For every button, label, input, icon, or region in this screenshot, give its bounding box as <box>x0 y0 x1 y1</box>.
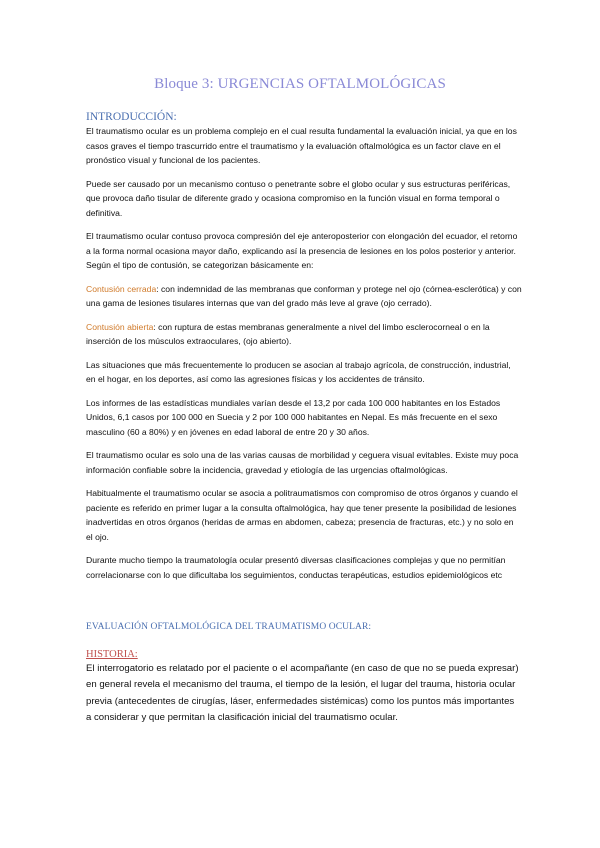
paragraph-contusion-cerrada <box>86 282 522 311</box>
paragraph-intro-3: El traumatismo ocular contuso provoca compresión del eje anteroposterior con elongación del ecuador, el retorno a la forma normal ocasiona mayor daño, explicando así la presencia de lesiones en los polos posterior y anterior. Según el tipo de contusión, se categorizan básicamente en: <box>86 231 518 270</box>
paragraph-contusion-abierta <box>86 320 522 349</box>
paragraph-historia-1: El interrogatorio es relatado por el paciente o el acompañante (en caso de que no se pueda expresar) en general revela el mecanismo del trauma, el tiempo de la lesión, el lugar del trauma, historia ocular previa (antecedentes de cirugías, láser, enfermedades sistémicas) como los puntos más importantes a considerar y que permitan la clasificación inicial del traumatismo ocular. <box>86 663 519 723</box>
contusion-cerrada-label: Contusión cerrada <box>86 283 157 294</box>
contusion-cerrada-text: : con indemnidad de las membranas que conforman y protege nel ojo (córnea-esclerótica) y con una gama de lesiones tisulares internas que van del grado más leve al grave (ojo cerrado). <box>86 283 522 308</box>
paragraph-intro-1: El traumatismo ocular es un problema complejo en el cual resulta fundamental la evaluación inicial, ya que en los casos graves el tiempo trascurrido entre el traumatismo y la evaluación oftalmológica es un factor clave en el pronóstico visual y funcional de los pacientes. <box>86 126 517 165</box>
document-body <box>86 111 522 735</box>
document-title: Bloque 3: URGENCIAS OFTALMOLÓGICAS <box>154 76 446 92</box>
spacer <box>86 591 522 621</box>
contusion-abierta-label: Contusión abierta <box>86 321 154 332</box>
paragraph-intro-6: El traumatismo ocular es solo una de las varias causas de morbilidad y ceguera visual evitables. Existe muy poca información confiable sobre la incidencia, gravedad y etiología de las urgencias oftalmológicas. <box>86 450 519 475</box>
spacer <box>86 634 522 648</box>
paragraph-intro-2: Puede ser causado por un mecanismo contuso o penetrante sobre el globo ocular y sus estructuras periféricas, que provoca daño tisular de diferente grado y ocasiona compromiso en la función visual en forma temporal o definitiva. <box>86 178 511 218</box>
paragraph-intro-7: Habitualmente el traumatismo ocular se asocia a politraumatismos con compromiso de otros órganos y cuando el paciente es referido en primer lugar a la consulta oftalmológica, hay que tener presente la posibilidad de lesiones inadvertidas en otros órganos (heridas de armas en abdomen, cabeza; presencia de fracturas, etc.) y no solo en el ojo. <box>86 488 518 542</box>
section-heading-introduccion: INTRODUCCIÓN: <box>86 111 177 123</box>
section-heading-historia: HISTORIA: <box>86 649 138 660</box>
paragraph-intro-5: Los informes de las estadísticas mundiales varían desde el 13,2 por cada 100 000 habitantes en los Estados Unidos, 6,1 casos por 100 000 en Suecia y 2 por 100 000 habitantes en Nepal. Es más frecuente en el sexo masculino (60 a 80%) y en jóvenes en edad laboral de entre 20 y 30 años. <box>86 397 501 437</box>
paragraph-intro-8: Durante mucho tiempo la traumatología ocular presentó diversas clasificaciones complejas y que no permitían correlacionarse con lo que dificultaba los seguimientos, conductas terapéuticas, estudios epidemiológicos etc <box>86 555 506 580</box>
paragraph-intro-4: Las situaciones que más frecuentemente lo producen se asocian al trabajo agrícola, de construcción, industrial, en el hogar, en los deportes, así como las agresiones físicas y los accidentes de tránsito. <box>86 359 511 384</box>
contusion-abierta-text: : con ruptura de estas membranas generalmente a nivel del limbo esclerocorneal o en la inserción de los músculos extraoculares, (ojo abierto). <box>86 321 490 346</box>
section-heading-evaluacion: EVALUACIÓN OFTALMOLÓGICA DEL TRAUMATISMO OCULAR: <box>86 622 372 632</box>
